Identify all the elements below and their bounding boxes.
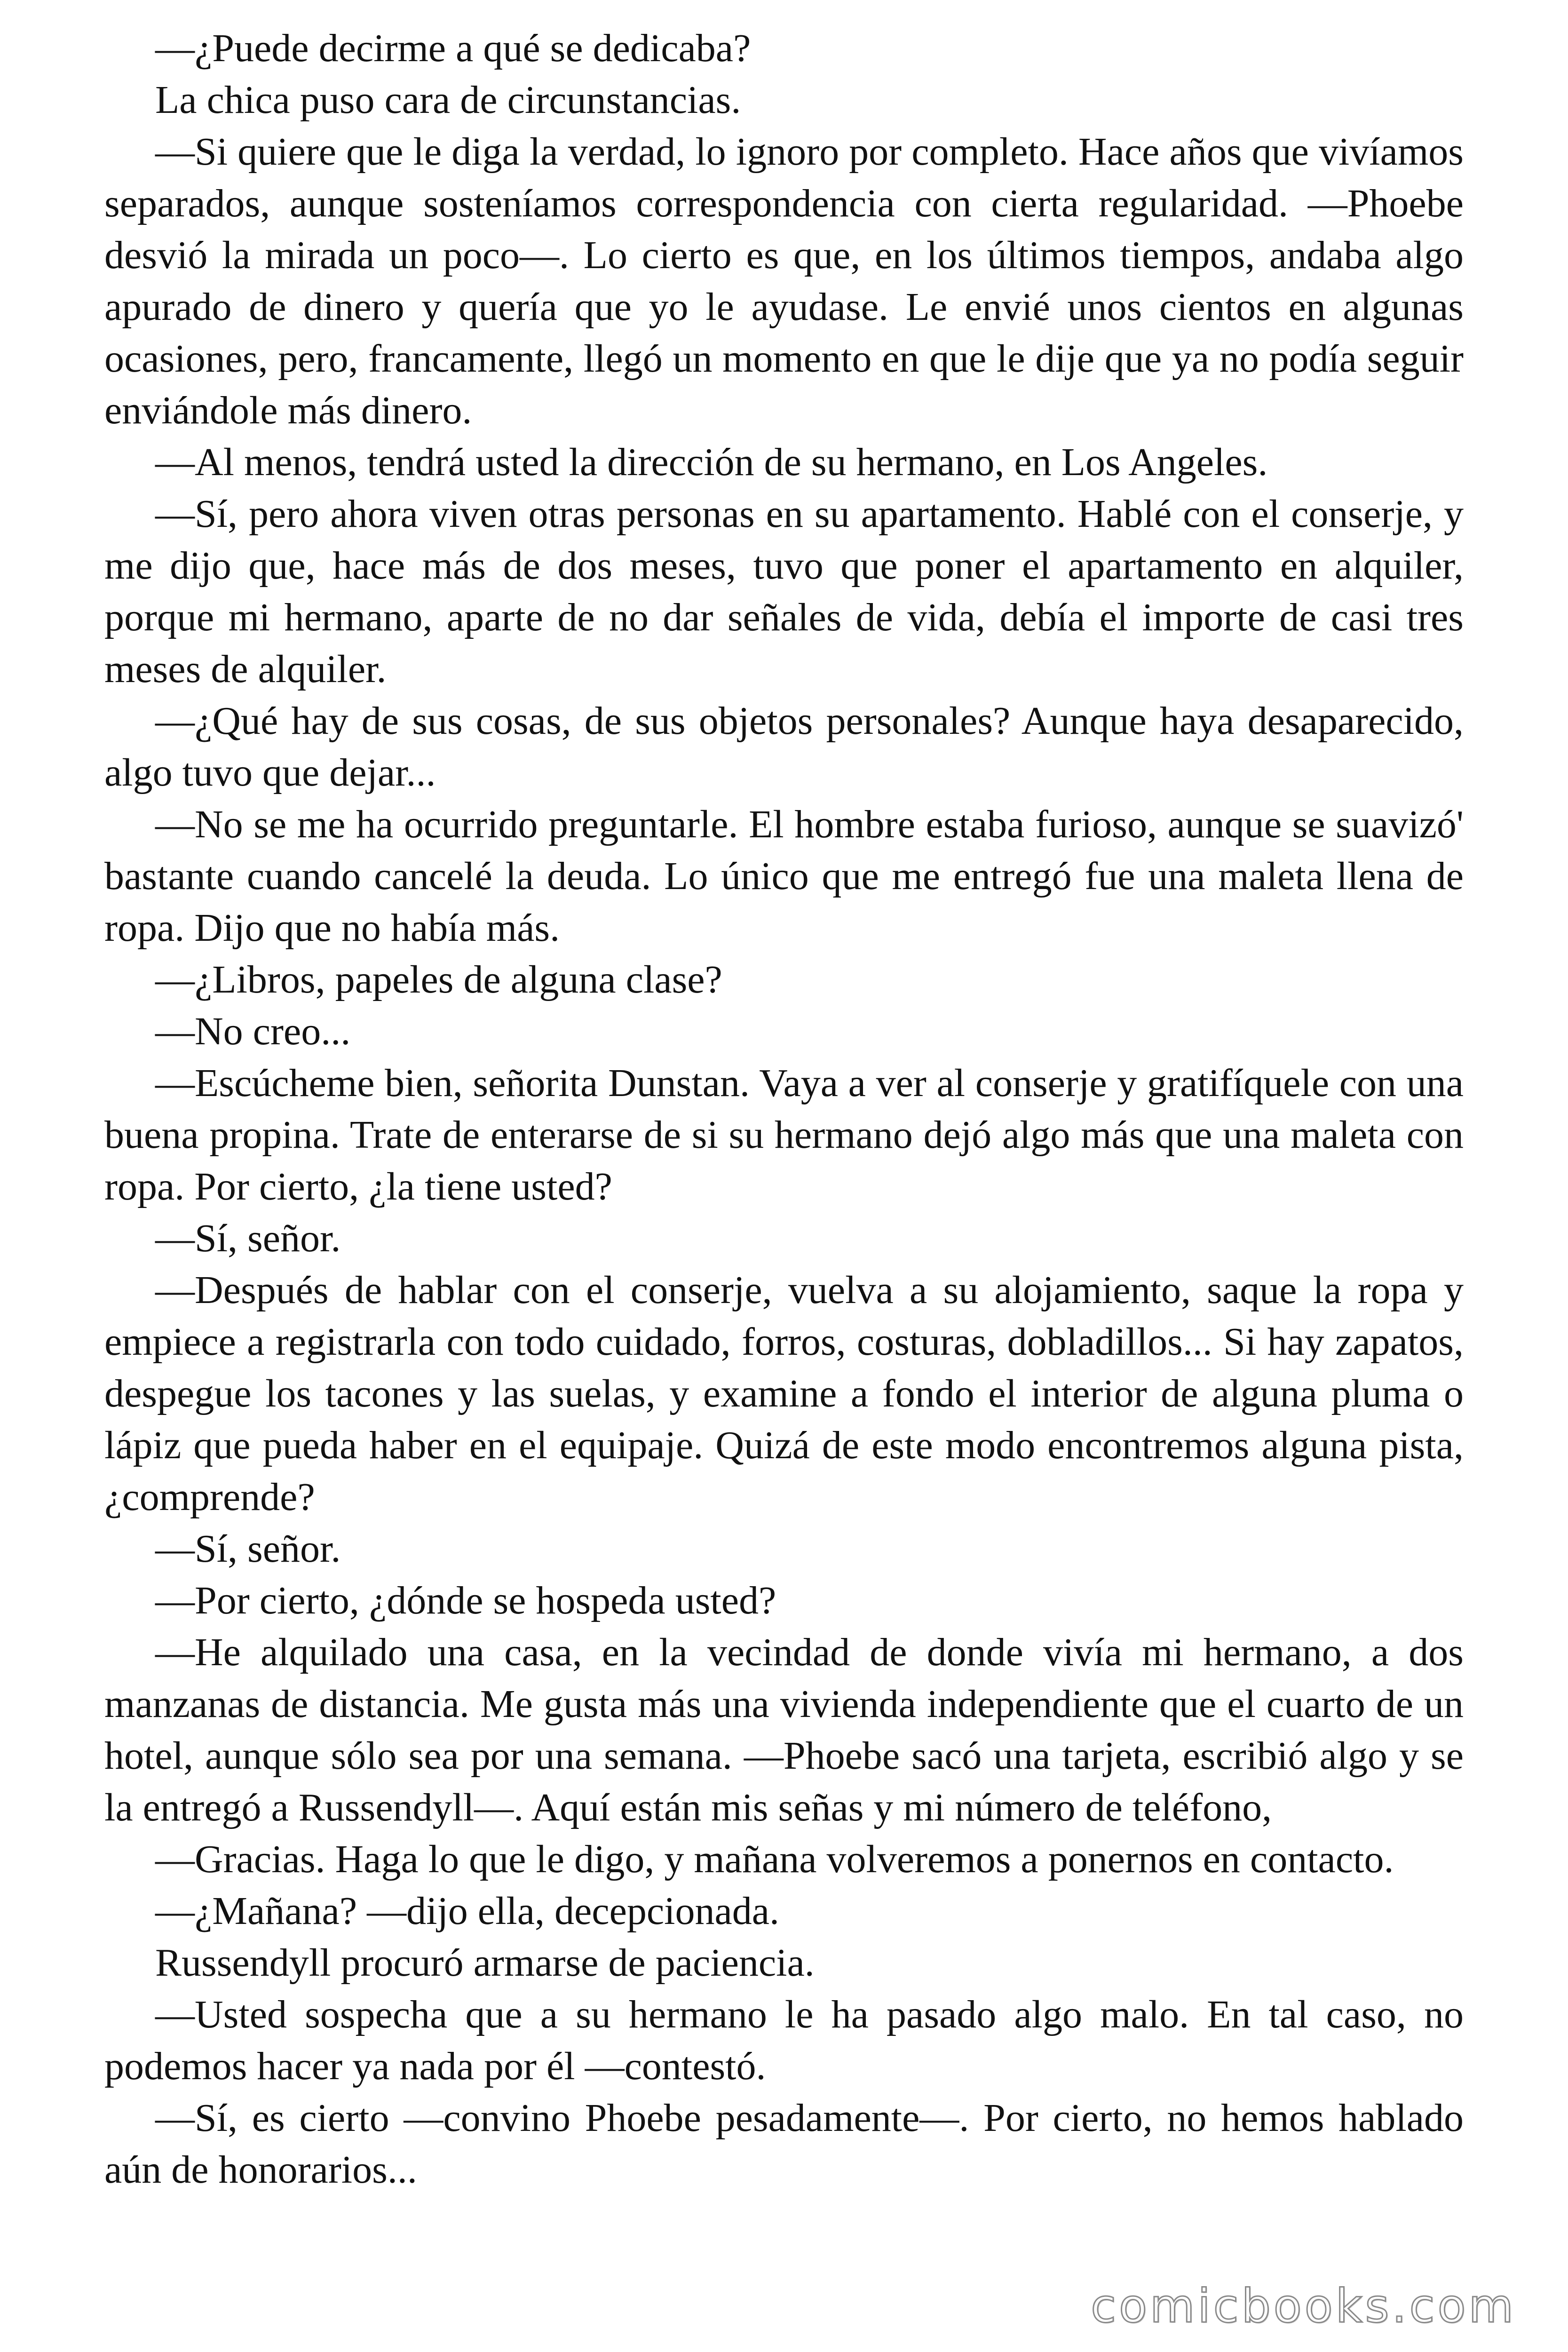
paragraph: —No se me ha ocurrido preguntarle. El hombre estaba furioso, aunque se suavizó' bastante cuando cancelé la deuda. Lo único que me entregó fue una maleta llena de ropa. Dijo que no había más. [104, 803, 1464, 950]
paragraph: —Sí, señor. [155, 1527, 341, 1571]
paragraph: —Sí, es cierto —convino Phoebe pesadamente—. Por cierto, no hemos hablado aún de honorarios... [104, 2096, 1464, 2192]
paragraph: —He alquilado una casa, en la vecindad de donde vivía mi hermano, a dos manzanas de distancia. Me gusta más una vivienda independiente que el cuarto de un hotel, aunque sólo sea por una semana. —Phoebe sacó una tarjeta, escribió algo y se la entregó a Russendyll—. Aquí están mis señas y mi número de teléfono, [104, 1630, 1464, 1829]
paragraph: —No creo... [155, 1009, 351, 1053]
watermark-text: comicbooks.com [1091, 2280, 1516, 2333]
paragraph: Russendyll procuró armarse de paciencia. [155, 1941, 815, 1985]
paragraph: —Sí, señor. [155, 1216, 341, 1260]
paragraph: —Por cierto, ¿dónde se hospeda usted? [155, 1579, 776, 1622]
paragraph: —¿Qué hay de sus cosas, de sus objetos personales? Aunque haya desaparecido, algo tuvo que dejar... [104, 699, 1464, 795]
paragraph: —Usted sospecha que a su hermano le ha pasado algo malo. En tal caso, no podemos hacer ya nada por él —contestó. [104, 1993, 1464, 2088]
paragraph: —Después de hablar con el conserje, vuelva a su alojamiento, saque la ropa y empiece a registrarla con todo cuidado, forros, costuras, dobladillos... Si hay zapatos, despegue los tacones y las suelas, y examine a fondo el interior de alguna pluma o lápiz que pueda haber en el equipaje. Quizá de este modo encontremos alguna pista, ¿comprende? [104, 1268, 1464, 1519]
paragraph: —Gracias. Haga lo que le digo, y mañana volveremos a ponernos en contacto. [155, 1837, 1394, 1881]
book-page-text [104, 23, 1464, 2196]
paragraph: —Al menos, tendrá usted la dirección de su hermano, en Los Angeles. [155, 440, 1268, 484]
paragraph: La chica puso cara de circunstancias. [155, 78, 741, 122]
paragraph: —¿Mañana? —dijo ella, decepcionada. [155, 1889, 780, 1933]
paragraph: —Escúcheme bien, señorita Dunstan. Vaya a ver al conserje y gratifíquele con una buena propina. Trate de enterarse de si su hermano dejó algo más que una maleta con ropa. Por cierto, ¿la tiene usted? [104, 1061, 1464, 1208]
paragraph: —Sí, pero ahora viven otras personas en su apartamento. Hablé con el conserje, y me dijo que, hace más de dos meses, tuvo que poner el apartamento en alquiler, porque mi hermano, aparte de no dar señales de vida, debía el importe de casi tres meses de alquiler. [104, 492, 1464, 691]
paragraph: —¿Libros, papeles de alguna clase? [155, 958, 722, 1001]
paragraph: —Si quiere que le diga la verdad, lo ignoro por completo. Hace años que vivíamos separados, aunque sosteníamos correspondencia con cierta regularidad. —Phoebe desvió la mirada un poco—. Lo cierto es que, en los últimos tiempos, andaba algo apurado de dinero y quería que yo le ayudase. Le envié unos cientos en algunas ocasiones, pero, francamente, llegó un momento en que le dije que ya no podía seguir enviándole más dinero. [104, 130, 1464, 432]
paragraph: —¿Puede decirme a qué se dedicaba? [155, 26, 751, 70]
